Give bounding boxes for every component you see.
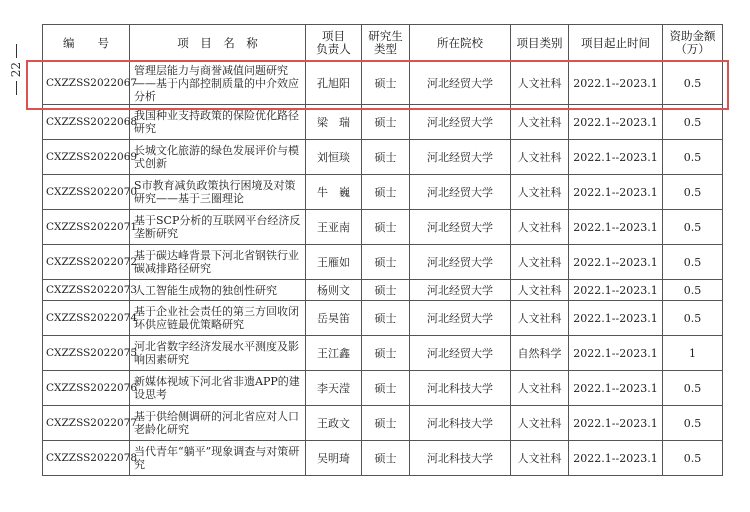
cell-type: 硕士 [362, 406, 410, 441]
cell-leader: 李天滢 [306, 371, 362, 406]
cell-period: 2022.1--2023.1 [569, 245, 663, 280]
cell-school: 河北经贸大学 [410, 140, 511, 175]
cell-name: 基于供给侧调研的河北省应对人口老龄化研究 [130, 406, 306, 441]
cell-leader: 王亚南 [306, 210, 362, 245]
cell-school: 河北经贸大学 [410, 280, 511, 301]
cell-amount: 0.5 [663, 62, 723, 105]
table-row [43, 245, 723, 280]
cell-code: CXZZSS2022074 [43, 301, 130, 336]
cell-amount: 0.5 [663, 245, 723, 280]
cell-period: 2022.1--2023.1 [569, 441, 663, 476]
table-row [43, 371, 723, 406]
cell-leader: 孔旭阳 [306, 62, 362, 105]
cell-name: 基于SCP分析的互联网平台经济反垄断研究 [130, 210, 306, 245]
cell-leader: 王政文 [306, 406, 362, 441]
header-code: 编 号 [43, 25, 130, 62]
cell-code: CXZZSS2022076 [43, 371, 130, 406]
cell-amount: 0.5 [663, 371, 723, 406]
cell-category: 人文社科 [511, 280, 569, 301]
cell-type: 硕士 [362, 280, 410, 301]
cell-leader: 杨则文 [306, 280, 362, 301]
cell-leader: 岳昊笛 [306, 301, 362, 336]
cell-type: 硕士 [362, 105, 410, 140]
table-row [43, 441, 723, 476]
cell-category: 人文社科 [511, 371, 569, 406]
cell-code: CXZZSS2022069 [43, 140, 130, 175]
cell-code: CXZZSS2022077 [43, 406, 130, 441]
cell-school: 河北科技大学 [410, 371, 511, 406]
header-name: 项 目 名 称 [130, 25, 306, 62]
project-table [42, 24, 723, 476]
cell-school: 河北经贸大学 [410, 175, 511, 210]
cell-type: 硕士 [362, 245, 410, 280]
header-period: 项目起止时间 [569, 25, 663, 62]
table-row [43, 62, 723, 105]
cell-category: 自然科学 [511, 336, 569, 371]
table-row [43, 336, 723, 371]
cell-amount: 0.5 [663, 280, 723, 301]
cell-amount: 0.5 [663, 175, 723, 210]
cell-category: 人文社科 [511, 175, 569, 210]
cell-type: 硕士 [362, 336, 410, 371]
cell-name: 新媒体视域下河北省非遗APP的建设思考 [130, 371, 306, 406]
cell-type: 硕士 [362, 441, 410, 476]
cell-leader: 刘恒琰 [306, 140, 362, 175]
cell-school: 河北经贸大学 [410, 301, 511, 336]
cell-leader: 吴明琦 [306, 441, 362, 476]
cell-period: 2022.1--2023.1 [569, 301, 663, 336]
cell-name: 基于企业社会责任的第三方回收闭环供应链最优策略研究 [130, 301, 306, 336]
page-number-bar-top [16, 44, 17, 58]
page-number-bar-bottom [16, 81, 17, 95]
cell-period: 2022.1--2023.1 [569, 336, 663, 371]
cell-code: CXZZSS2022073 [43, 280, 130, 301]
cell-name: 人工智能生成物的独创性研究 [130, 280, 306, 301]
cell-category: 人文社科 [511, 140, 569, 175]
cell-category: 人文社科 [511, 105, 569, 140]
cell-school: 河北经贸大学 [410, 336, 511, 371]
cell-type: 硕士 [362, 175, 410, 210]
header-leader: 项目 负责人 [306, 25, 362, 62]
cell-name: 管理层能力与商誉减值问题研究——基于内部控制质量的中介效应分析 [130, 62, 306, 105]
cell-name: 河北省数字经济发展水平测度及影响因素研究 [130, 336, 306, 371]
cell-school: 河北经贸大学 [410, 105, 511, 140]
cell-period: 2022.1--2023.1 [569, 280, 663, 301]
cell-code: CXZZSS2022071 [43, 210, 130, 245]
cell-code: CXZZSS2022070 [43, 175, 130, 210]
header-school: 所在院校 [410, 25, 511, 62]
cell-amount: 0.5 [663, 301, 723, 336]
header-type: 研究生 类型 [362, 25, 410, 62]
cell-period: 2022.1--2023.1 [569, 105, 663, 140]
cell-amount: 0.5 [663, 406, 723, 441]
page-number [2, 44, 30, 95]
cell-category: 人文社科 [511, 210, 569, 245]
cell-period: 2022.1--2023.1 [569, 62, 663, 105]
cell-name: 我国种业支持政策的保险优化路径研究 [130, 105, 306, 140]
cell-amount: 0.5 [663, 105, 723, 140]
table-row [43, 175, 723, 210]
cell-leader: 王雁如 [306, 245, 362, 280]
cell-type: 硕士 [362, 301, 410, 336]
cell-school: 河北经贸大学 [410, 245, 511, 280]
table-row [43, 105, 723, 140]
table-row [43, 301, 723, 336]
cell-school: 河北经贸大学 [410, 210, 511, 245]
cell-name: S市教育减负政策执行困境及对策研究——基于三圈理论 [130, 175, 306, 210]
table-body [43, 62, 723, 476]
cell-name: 当代青年“躺平”现象调查与对策研究 [130, 441, 306, 476]
cell-leader: 梁 瑞 [306, 105, 362, 140]
cell-code: CXZZSS2022072 [43, 245, 130, 280]
cell-period: 2022.1--2023.1 [569, 175, 663, 210]
cell-amount: 1 [663, 336, 723, 371]
table-row [43, 406, 723, 441]
cell-type: 硕士 [362, 140, 410, 175]
cell-category: 人文社科 [511, 406, 569, 441]
cell-type: 硕士 [362, 62, 410, 105]
cell-category: 人文社科 [511, 301, 569, 336]
table-header-row [43, 25, 723, 62]
cell-type: 硕士 [362, 371, 410, 406]
cell-name: 基于碳达峰背景下河北省钢铁行业碳减排路径研究 [130, 245, 306, 280]
cell-school: 河北科技大学 [410, 406, 511, 441]
cell-period: 2022.1--2023.1 [569, 210, 663, 245]
cell-code: CXZZSS2022068 [43, 105, 130, 140]
table-row [43, 210, 723, 245]
cell-amount: 0.5 [663, 140, 723, 175]
cell-period: 2022.1--2023.1 [569, 406, 663, 441]
cell-amount: 0.5 [663, 441, 723, 476]
cell-period: 2022.1--2023.1 [569, 140, 663, 175]
cell-code: CXZZSS2022067 [43, 62, 130, 105]
header-category: 项目类别 [511, 25, 569, 62]
cell-leader: 王江鑫 [306, 336, 362, 371]
table-row [43, 280, 723, 301]
page-number-text: 22 [9, 62, 23, 78]
cell-school: 河北经贸大学 [410, 62, 511, 105]
table-row [43, 140, 723, 175]
cell-name: 长城文化旅游的绿色发展评价与模式创新 [130, 140, 306, 175]
cell-school: 河北科技大学 [410, 441, 511, 476]
cell-code: CXZZSS2022075 [43, 336, 130, 371]
cell-leader: 牛 巍 [306, 175, 362, 210]
header-amount: 资助金额 （万） [663, 25, 723, 62]
cell-code: CXZZSS2022078 [43, 441, 130, 476]
cell-amount: 0.5 [663, 210, 723, 245]
cell-type: 硕士 [362, 210, 410, 245]
cell-category: 人文社科 [511, 245, 569, 280]
cell-category: 人文社科 [511, 62, 569, 105]
cell-period: 2022.1--2023.1 [569, 371, 663, 406]
cell-category: 人文社科 [511, 441, 569, 476]
